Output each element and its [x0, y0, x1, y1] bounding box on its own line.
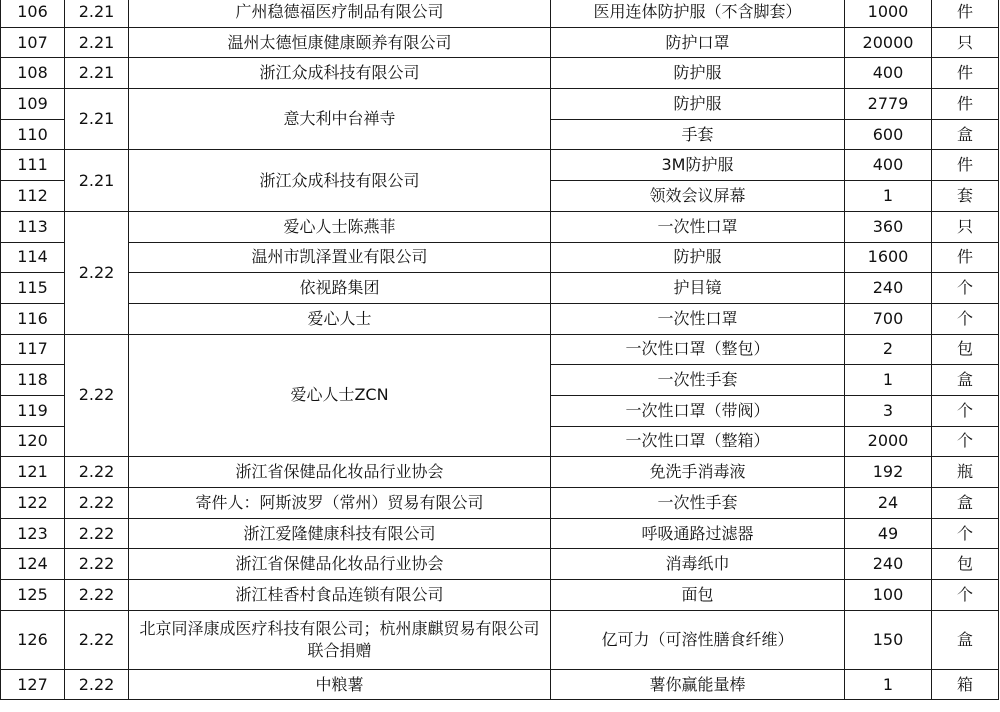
row-unit: 包 — [932, 549, 999, 580]
table-row — [1, 580, 999, 611]
row-donor: 浙江桂香村食品连锁有限公司 — [129, 580, 551, 611]
row-unit: 只 — [932, 27, 999, 58]
row-unit: 件 — [932, 58, 999, 89]
row-donor: 浙江众成科技有限公司 — [129, 58, 551, 89]
row-item: 防护服 — [551, 242, 845, 273]
row-number: 125 — [1, 580, 65, 611]
row-number: 117 — [1, 334, 65, 365]
table-row — [1, 518, 999, 549]
row-number: 116 — [1, 303, 65, 334]
row-number: 120 — [1, 426, 65, 457]
row-quantity: 1000 — [845, 0, 932, 27]
row-item: 3M防护服 — [551, 150, 845, 181]
row-unit: 瓶 — [932, 457, 999, 488]
row-donor: 爱心人士陈燕菲 — [129, 211, 551, 242]
row-date: 2.22 — [65, 518, 129, 549]
row-item: 防护服 — [551, 58, 845, 89]
row-unit: 个 — [932, 395, 999, 426]
row-number: 127 — [1, 669, 65, 700]
row-unit: 件 — [932, 89, 999, 120]
table-row — [1, 610, 999, 669]
row-number: 114 — [1, 242, 65, 273]
row-date: 2.21 — [65, 58, 129, 89]
table-row — [1, 303, 999, 334]
row-date: 2.22 — [65, 669, 129, 700]
row-date: 2.21 — [65, 89, 129, 150]
table-row — [1, 334, 999, 365]
row-unit: 盒 — [932, 365, 999, 396]
row-donor: 北京同泽康成医疗科技有限公司；杭州康麒贸易有限公司联合捐赠 — [129, 610, 551, 669]
row-date: 2.22 — [65, 549, 129, 580]
row-number: 109 — [1, 89, 65, 120]
row-item: 薯你赢能量棒 — [551, 669, 845, 700]
row-unit: 件 — [932, 150, 999, 181]
row-quantity: 240 — [845, 273, 932, 304]
table-row — [1, 89, 999, 120]
row-number: 108 — [1, 58, 65, 89]
table-row — [1, 0, 999, 27]
row-quantity: 360 — [845, 211, 932, 242]
row-item: 一次性手套 — [551, 488, 845, 519]
row-date: 2.21 — [65, 27, 129, 58]
row-item: 一次性口罩（带阀） — [551, 395, 845, 426]
row-item: 护目镜 — [551, 273, 845, 304]
table-row — [1, 669, 999, 700]
row-date: 2.21 — [65, 0, 129, 27]
row-quantity: 1 — [845, 669, 932, 700]
row-number: 106 — [1, 0, 65, 27]
row-donor: 浙江众成科技有限公司 — [129, 150, 551, 211]
row-unit: 件 — [932, 0, 999, 27]
row-number: 119 — [1, 395, 65, 426]
row-number: 113 — [1, 211, 65, 242]
row-donor: 中粮薯 — [129, 669, 551, 700]
row-quantity: 1600 — [845, 242, 932, 273]
row-quantity: 20000 — [845, 27, 932, 58]
row-item: 一次性口罩 — [551, 303, 845, 334]
row-number: 112 — [1, 181, 65, 212]
table-row — [1, 27, 999, 58]
row-unit: 个 — [932, 273, 999, 304]
row-quantity: 2 — [845, 334, 932, 365]
row-number: 122 — [1, 488, 65, 519]
row-date: 2.22 — [65, 580, 129, 611]
table-row — [1, 273, 999, 304]
row-quantity: 400 — [845, 58, 932, 89]
row-item: 一次性口罩 — [551, 211, 845, 242]
row-unit: 套 — [932, 181, 999, 212]
row-number: 107 — [1, 27, 65, 58]
row-quantity: 24 — [845, 488, 932, 519]
row-number: 126 — [1, 610, 65, 669]
table-row — [1, 457, 999, 488]
row-number: 123 — [1, 518, 65, 549]
row-donor: 温州太德恒康健康颐养有限公司 — [129, 27, 551, 58]
table-row — [1, 242, 999, 273]
row-unit: 件 — [932, 242, 999, 273]
row-item: 亿可力（可溶性膳食纤维） — [551, 610, 845, 669]
row-unit: 箱 — [932, 669, 999, 700]
row-number: 115 — [1, 273, 65, 304]
row-number: 110 — [1, 119, 65, 150]
row-item: 防护服 — [551, 89, 845, 120]
row-donor: 浙江省保健品化妆品行业协会 — [129, 549, 551, 580]
row-quantity: 192 — [845, 457, 932, 488]
table-row — [1, 488, 999, 519]
row-quantity: 600 — [845, 119, 932, 150]
row-donor: 意大利中台禅寺 — [129, 89, 551, 150]
row-number: 124 — [1, 549, 65, 580]
row-quantity: 150 — [845, 610, 932, 669]
row-date: 2.22 — [65, 211, 129, 334]
row-donor: 依视路集团 — [129, 273, 551, 304]
row-quantity: 49 — [845, 518, 932, 549]
row-quantity: 3 — [845, 395, 932, 426]
row-item: 一次性手套 — [551, 365, 845, 396]
row-item: 面包 — [551, 580, 845, 611]
row-quantity: 400 — [845, 150, 932, 181]
row-date: 2.22 — [65, 488, 129, 519]
row-quantity: 240 — [845, 549, 932, 580]
table-row — [1, 58, 999, 89]
row-item: 消毒纸巾 — [551, 549, 845, 580]
row-unit: 盒 — [932, 488, 999, 519]
row-item: 手套 — [551, 119, 845, 150]
row-date: 2.22 — [65, 457, 129, 488]
row-donor: 爱心人士ZCN — [129, 334, 551, 457]
table-row — [1, 549, 999, 580]
row-number: 111 — [1, 150, 65, 181]
row-number: 121 — [1, 457, 65, 488]
row-quantity: 1 — [845, 181, 932, 212]
row-unit: 包 — [932, 334, 999, 365]
row-quantity: 100 — [845, 580, 932, 611]
row-donor: 温州市凯泽置业有限公司 — [129, 242, 551, 273]
row-donor: 爱心人士 — [129, 303, 551, 334]
row-date: 2.21 — [65, 150, 129, 211]
row-quantity: 700 — [845, 303, 932, 334]
row-unit: 个 — [932, 518, 999, 549]
row-item: 免洗手消毒液 — [551, 457, 845, 488]
row-unit: 盒 — [932, 119, 999, 150]
table-row — [1, 150, 999, 181]
row-unit: 盒 — [932, 610, 999, 669]
row-unit: 个 — [932, 303, 999, 334]
row-item: 一次性口罩（整包） — [551, 334, 845, 365]
row-quantity: 2000 — [845, 426, 932, 457]
table-row — [1, 211, 999, 242]
row-item: 领效会议屏幕 — [551, 181, 845, 212]
row-quantity: 1 — [845, 365, 932, 396]
row-number: 118 — [1, 365, 65, 396]
row-item: 防护口罩 — [551, 27, 845, 58]
row-item: 呼吸通路过滤器 — [551, 518, 845, 549]
row-donor: 广州稳德福医疗制品有限公司 — [129, 0, 551, 27]
row-unit: 个 — [932, 426, 999, 457]
row-donor: 寄件人：阿斯波罗（常州）贸易有限公司 — [129, 488, 551, 519]
row-item: 一次性口罩（整箱） — [551, 426, 845, 457]
row-unit: 只 — [932, 211, 999, 242]
row-date: 2.22 — [65, 610, 129, 669]
row-item: 医用连体防护服（不含脚套） — [551, 0, 845, 27]
row-unit: 个 — [932, 580, 999, 611]
row-quantity: 2779 — [845, 89, 932, 120]
row-date: 2.22 — [65, 334, 129, 457]
row-donor: 浙江省保健品化妆品行业协会 — [129, 457, 551, 488]
row-donor: 浙江爱隆健康科技有限公司 — [129, 518, 551, 549]
